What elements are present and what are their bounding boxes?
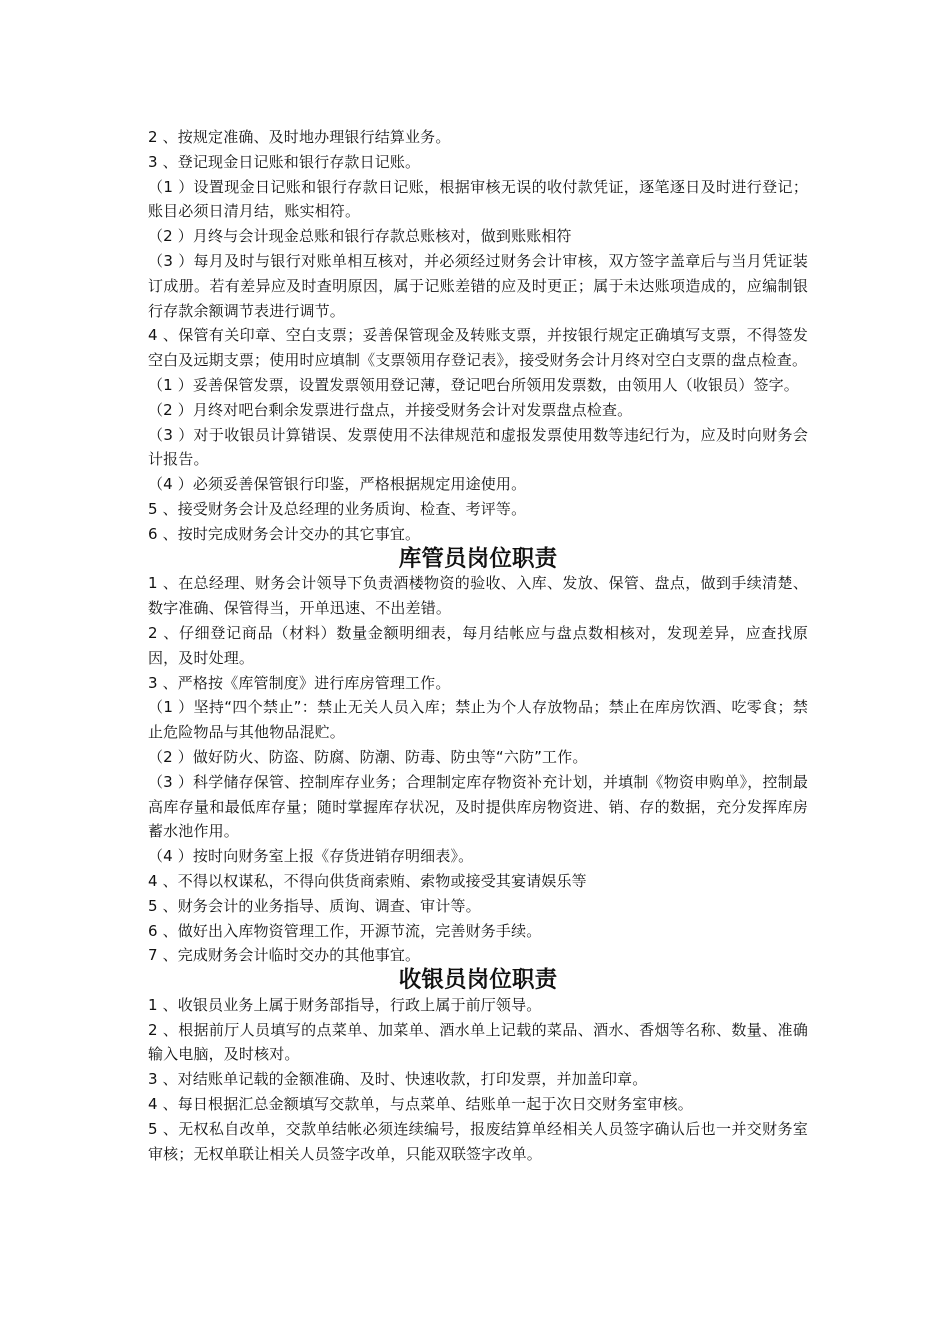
paragraph: 1 、收银员业务上属于财务部指导，行政上属于前厅领导。 (148, 995, 542, 1014)
paragraph: 2 、仔细登记商品（材料）数量金额明细表，每月结帐应与盘点数相核对，发现差异，应查找原因，及时处理。 (148, 623, 808, 667)
section-cashier-duties-continued (148, 125, 808, 547)
paragraph: 7 、完成财务会计临时交办的其他事宜。 (148, 946, 421, 965)
paragraph: 6 、按时完成财务会计交办的其它事宜。 (148, 524, 421, 543)
paragraph: （2 ）月终对吧台剩余发票进行盘点，并接受财务会计对发票盘点检查。 (148, 400, 633, 419)
paragraph: （1 ）妥善保管发票，设置发票领用登记薄，登记吧台所领用发票数，由领用人（收银员）签字。 (148, 375, 799, 394)
paragraph: 4 、保管有关印章、空白支票；妥善保管现金及转账支票，并按银行规定正确填写支票，不得签发空白及远期支票；使用时应填制《支票领用存登记表》，接受财务会计月终对空白支票的盘点检查。 (148, 326, 808, 370)
paragraph: （1 ）坚持“四个禁止”：禁止无关人员入库；禁止为个人存放物品；禁止在库房饮酒、吃零食；禁止危险物品与其他物品混贮。 (148, 698, 808, 742)
paragraph: 4 、每日根据汇总金额填写交款单，与点菜单、结账单一起于次日交财务室审核。 (148, 1095, 693, 1114)
paragraph: 2 、按规定准确、及时地办理银行结算业务。 (148, 128, 451, 146)
paragraph: 4 、不得以权谋私，不得向供货商索贿、索物或接受其宴请娱乐等 (148, 871, 587, 890)
paragraph: 2 、根据前厅人员填写的点菜单、加菜单、酒水单上记载的菜品、酒水、香烟等名称、数量、准确输入电脑，及时核对。 (148, 1020, 808, 1064)
section-cashier-duties (148, 968, 808, 1166)
paragraph: （1 ）设置现金日记账和银行存款日记账，根据审核无误的收付款凭证，逐笔逐日及时进行登记；账目必须日清月结，账实相符。 (148, 177, 808, 221)
paragraph: （2 ）做好防火、防盗、防腐、防潮、防毒、防虫等“六防”工作。 (148, 747, 588, 766)
paragraph: 3 、对结账单记载的金额准确、及时、快速收款，打印发票，并加盖印章。 (148, 1070, 648, 1089)
paragraph: （3 ）对于收银员计算错误、发票使用不法律规范和虚报发票使用数等违纪行为，应及时向财务会计报告。 (148, 425, 808, 469)
section-warehouse-keeper-duties (148, 547, 808, 969)
document-page (148, 125, 808, 1166)
paragraph: （2 ）月终与会计现金总账和银行存款总账核对，做到账账相符 (148, 227, 572, 246)
paragraph: 3 、严格按《库管制度》进行库房管理工作。 (148, 673, 451, 692)
paragraph: （3 ）每月及时与银行对账单相互核对，并必须经过财务会计审核，双方签字盖章后与当月凭证装订成册。若有差异应及时查明原因，属于记账差错的应及时更正；属于未达账项造成的，应编制银行存款余额调节表进行调节。 (148, 251, 808, 320)
paragraph: 6 、做好出入库物资管理工作，开源节流，完善财务手续。 (148, 921, 542, 940)
paragraph: 5 、无权私自改单，交款单结帐必须连续编号，报废结算单经相关人员签字确认后也一并交财务室审核；无权单联让相关人员签字改单，只能双联签字改单。 (148, 1119, 808, 1163)
section-heading: 收银员岗位职责 (398, 967, 558, 994)
paragraph: （4 ）按时向财务室上报《存货进销存明细表》。 (148, 847, 474, 866)
section-heading: 库管员岗位职责 (398, 545, 558, 572)
paragraph: 1 、在总经理、财务会计领导下负责酒楼物资的验收、入库、发放、保管、盘点，做到手续清楚、数字准确、保管得当，开单迅速、不出差错。 (148, 574, 808, 618)
paragraph: 3 、登记现金日记账和银行存款日记账。 (148, 152, 421, 171)
paragraph: （4 ）必须妥善保管银行印鉴，严格根据规定用途使用。 (148, 475, 527, 494)
paragraph: 5 、财务会计的业务指导、质询、调查、审计等。 (148, 896, 481, 915)
paragraph: （3 ）科学储存保管、控制库存业务；合理制定库存物资补充计划，并填制《物资申购单》，控制最高库存量和最低库存量；随时掌握库存状况，及时提供库房物资进、销、存的数据，充分发挥库房蓄水池作用。 (148, 772, 808, 841)
paragraph: 5 、接受财务会计及总经理的业务质询、检查、考评等。 (148, 499, 527, 518)
